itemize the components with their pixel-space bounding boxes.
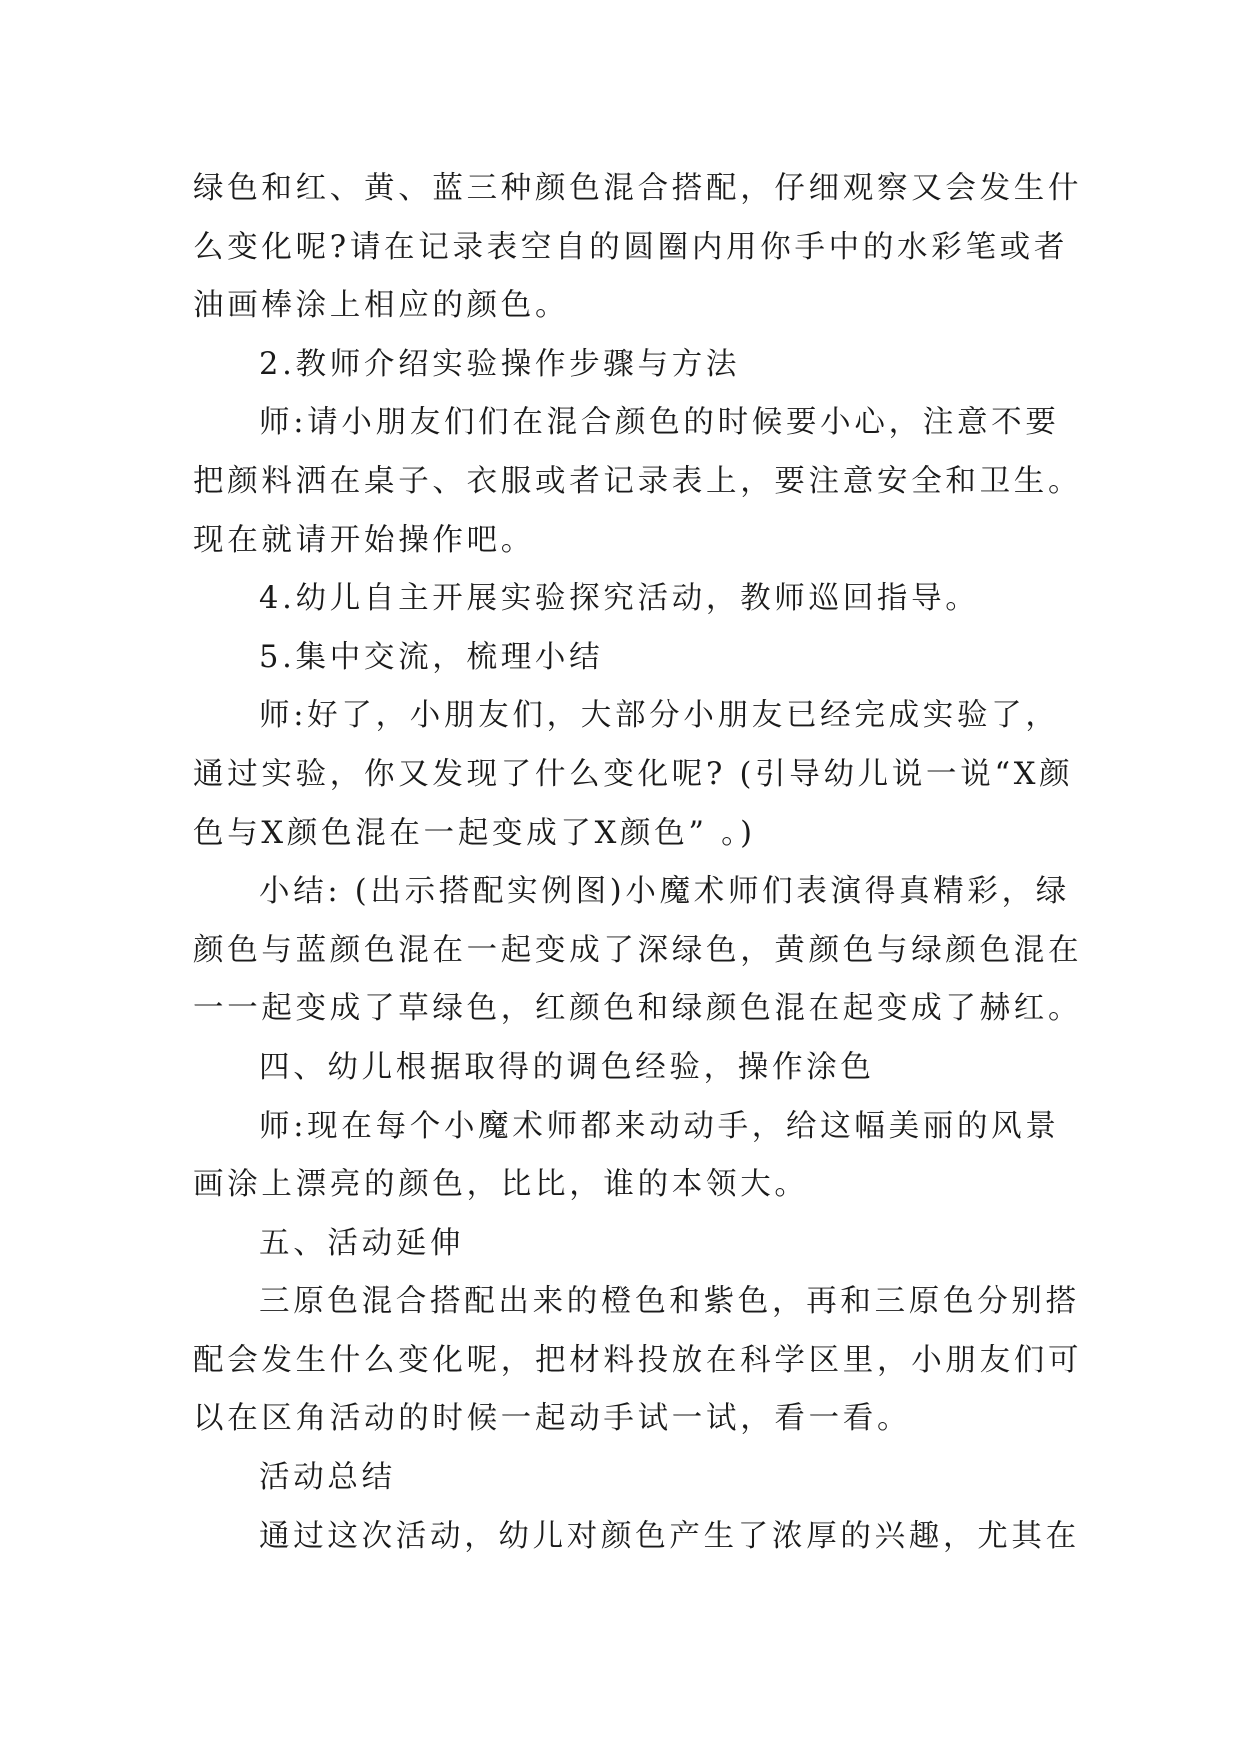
body-line: 以在区角活动的时候一起动手试一试，看一看。 [193,1401,912,1437]
body-line: 颜色与蓝颜色混在一起变成了深绿色，黄颜色与绿颜色混在 [193,932,1083,968]
section-heading: 4.幼儿自主开展实验探究活动，教师巡回指导。 [259,581,980,617]
body-line: 师:好了，小朋友们，大部分小朋友已经完成实验了， [259,698,1060,734]
section-heading: 活动总结 [259,1460,396,1496]
section-heading: 5.集中交流，梳理小结 [259,639,604,675]
body-line: 师:请小朋友们们在混合颜色的时候要小心，注意不要 [259,405,1060,441]
section-heading: 四、幼儿根据取得的调色经验，操作涂色 [259,1049,875,1085]
body-line: 把颜料洒在桌子、衣服或者记录表上，要注意安全和卫生。 [193,463,1083,499]
body-line: 三原色混合搭配出来的橙色和紫色，再和三原色分别搭 [259,1284,1080,1320]
body-line: 小结: (出示搭配实例图)小魔术师们表演得真精彩，绿 [259,874,1070,910]
body-line: 画涂上漂亮的颜色，比比，谁的本领大。 [193,1167,809,1203]
section-heading: 2.教师介绍实验操作步骤与方法 [259,346,741,382]
body-line: 绿色和红、黄、蓝三种颜色混合搭配，仔细观察又会发生什 [193,171,1083,206]
body-line: 师:现在每个小魔术师都来动动手，给这幅美丽的风景 [259,1108,1060,1144]
body-line: 配会发生什么变化呢，把材料投放在科学区里，小朋友们可 [193,1342,1083,1378]
body-line: 通过实验，你又发现了什么变化呢? (引导幼儿说一说“X颜 [193,756,1074,792]
document-body [193,160,1083,1566]
body-line: 油画棒涂上相应的颜色。 [193,288,570,324]
body-line: 通过这次活动，幼儿对颜色产生了浓厚的兴趣，尤其在 [259,1518,1080,1554]
body-line: 色与X颜色混在一起变成了X颜色” 。) [193,815,756,851]
body-line: 一一起变成了草绿色，红颜色和绿颜色混在起变成了赫红。 [193,991,1083,1027]
section-heading: 五、活动延伸 [259,1225,465,1261]
body-line: 现在就请开始操作吧。 [193,522,535,558]
body-line: 么变化呢?请在记录表空自的圆圈内用你手中的水彩笔或者 [193,229,1069,265]
